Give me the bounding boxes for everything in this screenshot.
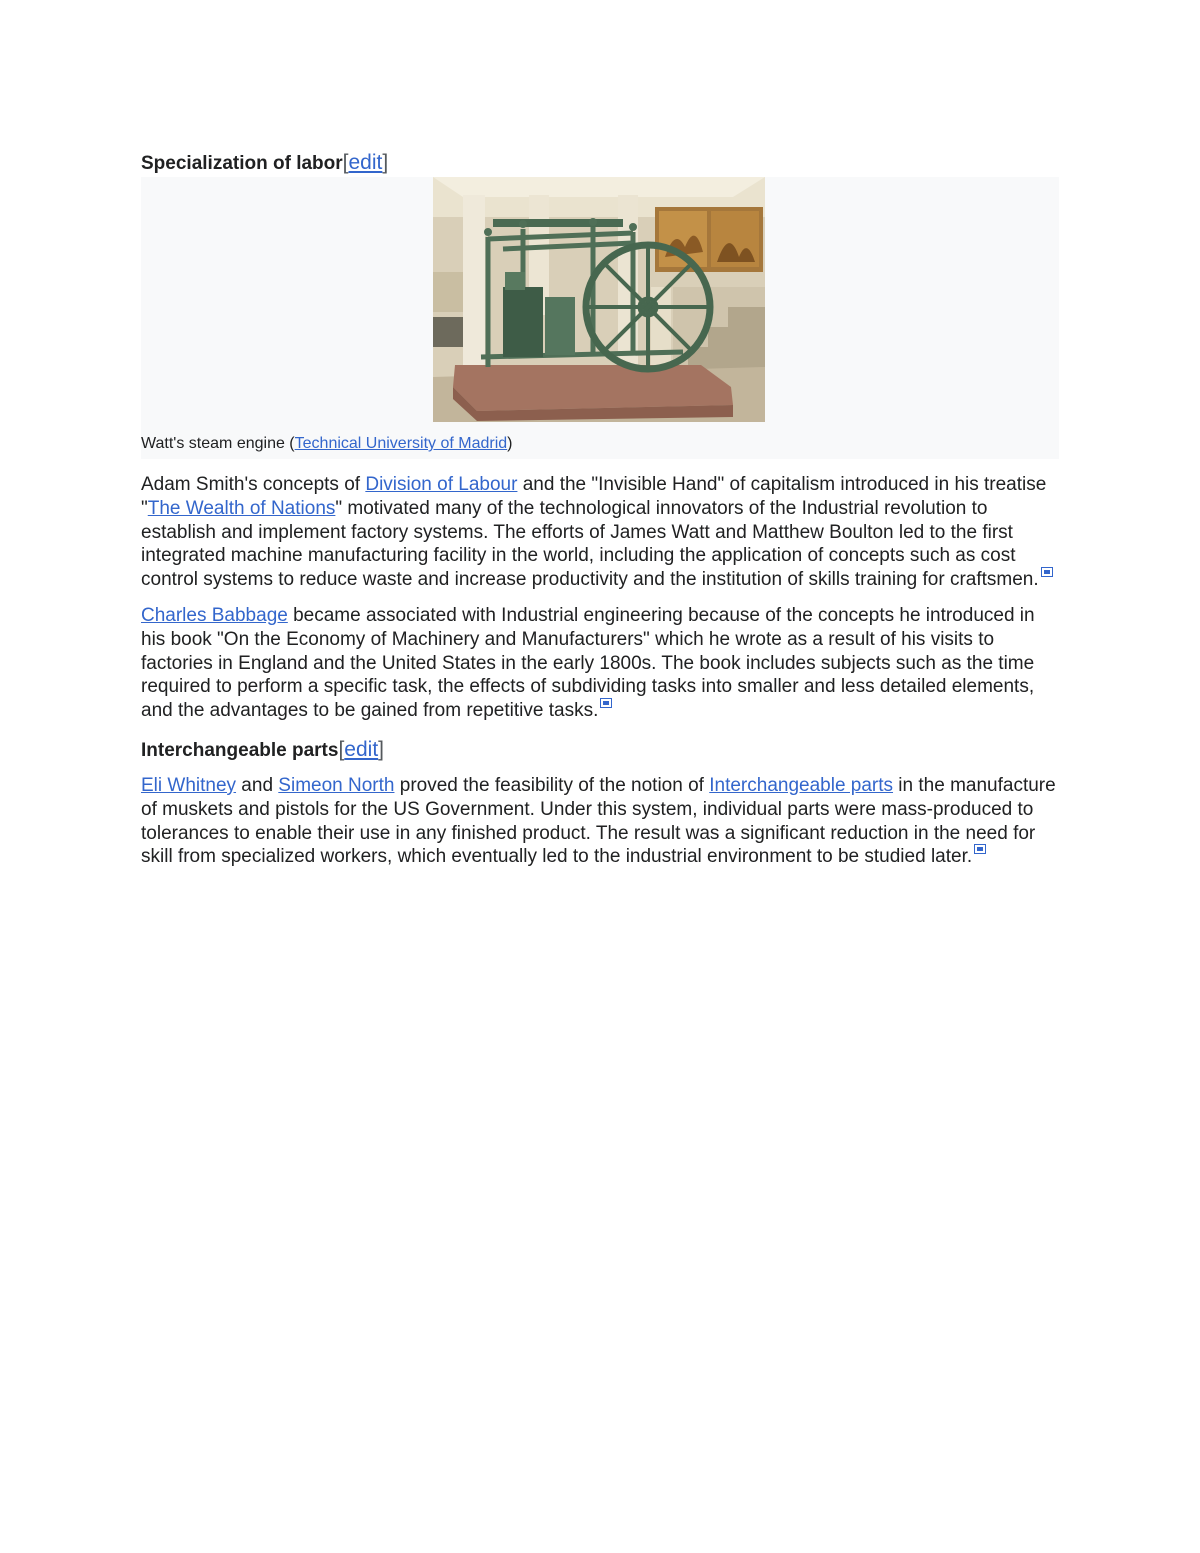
- edit-link[interactable]: edit: [344, 737, 379, 761]
- external-link-icon[interactable]: [1041, 567, 1053, 577]
- section-title: Specialization of labor: [141, 153, 343, 174]
- caption-close: ): [507, 435, 513, 452]
- section-heading-interchangeable: [141, 737, 1059, 764]
- section-heading-specialization: [141, 150, 1059, 177]
- figure-caption: [141, 435, 513, 453]
- text-run: became associated with Industrial engineering because of the concepts he introduced in his book "On the Economy of Machinery and Manufacturers" which he wrote as a result of his visits to factories in England and the United States in the early 1800s. The book includes subjects such as the time required to perform a specific task, the effects of subdividing tasks into smaller and less detailed elements, and the advantages to be gained from repetitive tasks.: [141, 604, 1035, 722]
- paragraph-whitney-north: [141, 774, 1059, 869]
- text-run: Adam Smith's concepts of: [141, 474, 366, 495]
- article-body: [141, 150, 1059, 869]
- paragraph-adam-smith: [141, 473, 1059, 592]
- figure-thumbnail: [141, 177, 1059, 459]
- link-eli-whitney[interactable]: Eli Whitney: [141, 774, 237, 796]
- text-run: and the "Invisible Hand" of capitalism introduced in his treatise ": [141, 474, 1047, 519]
- bracket-close: ]: [382, 151, 389, 174]
- section-title: Interchangeable parts: [141, 739, 339, 761]
- bracket-open: [: [342, 151, 349, 174]
- external-link-icon[interactable]: [600, 698, 612, 708]
- edit-section-link-wrapper: [338, 738, 384, 761]
- caption-text: Watt's steam engine (: [141, 435, 295, 452]
- edit-section-link-wrapper: [343, 151, 389, 174]
- edit-link[interactable]: edit: [348, 151, 383, 174]
- external-link-icon[interactable]: [974, 844, 986, 854]
- text-run: in the manufacture of muskets and pistols for the US Government. Under this system, individual parts were mass-produced to tolerances to enable their use in any finished product. The result was a significant reduction in the need for skill from specialized workers, which eventually led to the industrial environment to be studied later.: [141, 774, 1056, 868]
- link-charles-babbage[interactable]: Charles Babbage: [141, 604, 288, 626]
- text-run: proved the feasibility of the notion of: [394, 774, 710, 796]
- paragraph-babbage: [141, 604, 1059, 723]
- link-simeon-north[interactable]: Simeon North: [278, 774, 395, 796]
- link-wealth-of-nations[interactable]: The Wealth of Nations: [147, 497, 336, 519]
- text-run: " motivated many of the technological innovators of the Industrial revolution to establish and implement factory systems. The efforts of James Watt and Matthew Boulton led to the first integrated machine manufacturing facility in the world, including the application of concepts such as cost control systems to reduce waste and increase productivity and the institution of skills training for craftsmen.: [141, 497, 1039, 591]
- bracket-open: [: [338, 737, 345, 761]
- caption-link[interactable]: Technical University of Madrid: [294, 435, 508, 452]
- link-division-of-labour[interactable]: Division of Labour: [365, 474, 518, 495]
- bracket-close: ]: [378, 737, 384, 761]
- steam-engine-image[interactable]: [433, 177, 765, 422]
- text-run: and: [236, 774, 279, 796]
- link-interchangeable-parts[interactable]: Interchangeable parts: [709, 774, 894, 796]
